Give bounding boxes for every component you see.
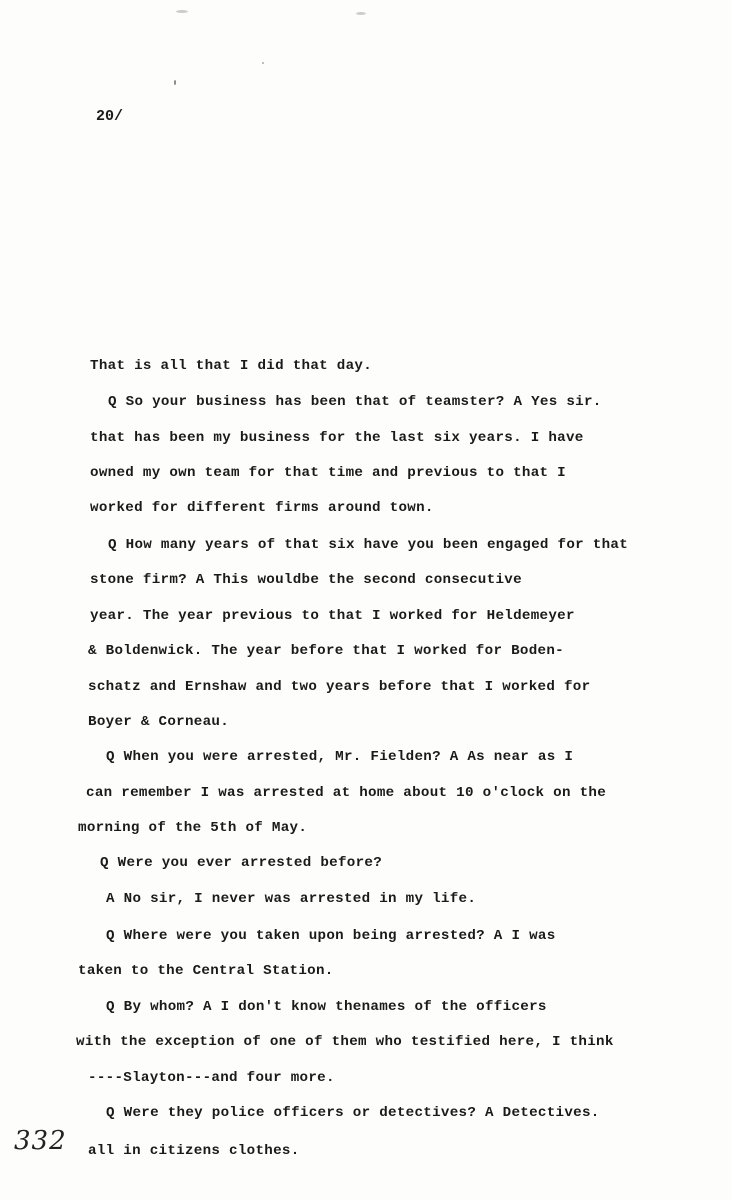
text-line: owned my own team for that time and previous to that I [90,465,566,481]
text-line: morning of the 5th of May. [78,820,308,836]
text-line: with the exception of one of them who testified here, I think [76,1034,614,1050]
text-line: that has been my business for the last six years. I have [90,430,584,446]
text-line: stone firm? A This wouldbe the second consecutive [90,572,522,588]
paper-speck [176,10,188,13]
handwritten-margin-note: 332 [14,1126,67,1156]
text-line: Q Where were you taken upon being arrested? A I was [106,928,556,944]
text-line: can remember I was arrested at home about 10 o'clock on the [86,785,607,801]
text-line: That is all that I did that day. [90,358,373,374]
paper-speck [356,12,366,15]
text-line: Q When you were arrested, Mr. Fielden? A As near as I [106,749,574,765]
text-line: & Boldenwick. The year before that I worked for Boden- [88,643,564,659]
text-line: worked for different firms around town. [90,500,434,516]
text-line: year. The year previous to that I worked for Heldemeyer [90,608,575,624]
text-line: Boyer & Corneau. [88,714,230,730]
text-line: Q Were you ever arrested before? [100,855,383,871]
text-line: Q By whom? A I don't know thenames of the officers [106,999,547,1015]
text-line: taken to the Central Station. [78,963,334,979]
text-line: ----Slayton---and four more. [88,1070,335,1086]
text-line: A No sir, I never was arrested in my life. [106,891,477,907]
paper-speck [262,62,264,64]
paper-speck [174,80,176,85]
text-line: Q Were they police officers or detectives? A Detectives. [106,1105,600,1121]
text-line: Q So your business has been that of teamster? A Yes sir. [108,394,602,410]
text-line: schatz and Ernshaw and two years before that I worked for [88,679,591,695]
page-number: 20/ [96,108,124,125]
text-line: all in citizens clothes. [88,1143,300,1159]
text-line: Q How many years of that six have you been engaged for that [108,537,629,553]
